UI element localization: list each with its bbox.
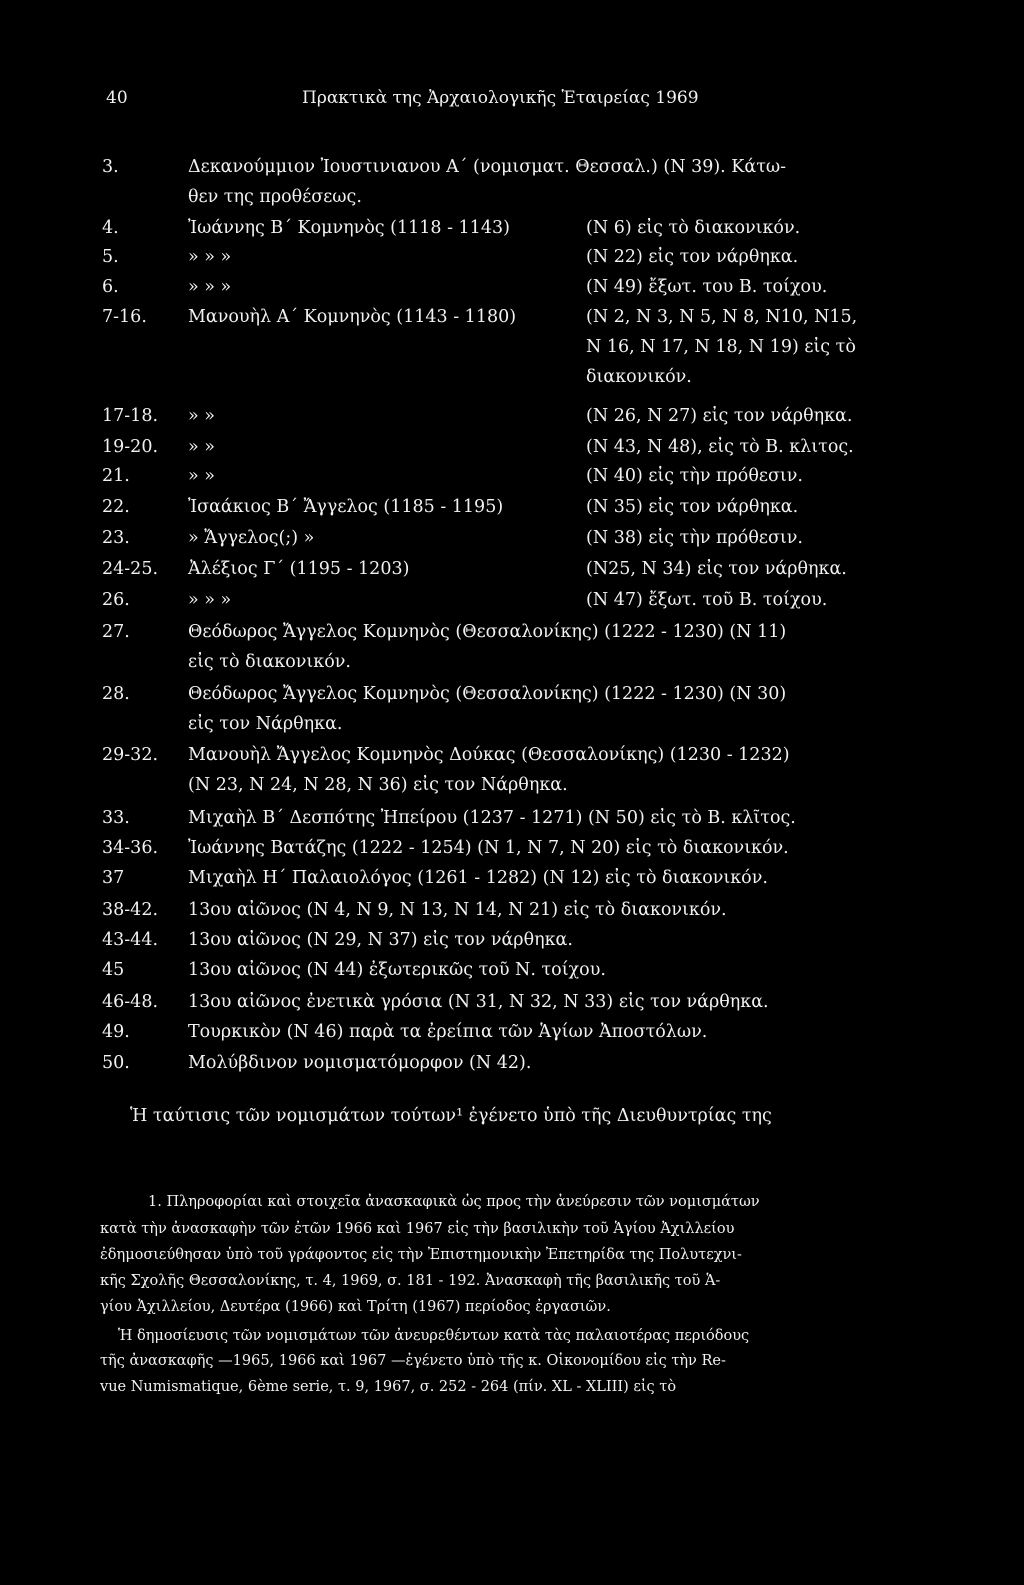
entry-number: 26. — [102, 590, 130, 610]
entry-description: 13ου αἰῶνος (Ν 44) ἐξωτερικῶς τοῦ Ν. τοίχου. — [188, 960, 606, 980]
entry-number: 17-18. — [102, 406, 159, 426]
footnote-line: Ἡ δημοσίευσις τῶν νομισμάτων τῶν ἀνευρεθέντων κατὰ τὰς παλαιοτέρας περιόδους — [118, 1328, 750, 1344]
entry-description: » » » — [188, 590, 232, 610]
entry-location: (Ν25, Ν 34) εἰς τον νάρθηκα. — [586, 559, 847, 579]
running-title: Πρακτικὰ της Ἀρχαιολογικῆς Ἑταιρείας 1969 — [302, 88, 699, 108]
entry-number: 19-20. — [102, 437, 159, 457]
entry-description: Ἰσαάκιος Β΄ Ἄγγελος (1185 - 1195) — [188, 497, 504, 517]
entry-number: 5. — [102, 247, 119, 267]
entry-description: Μολύβδινον νομισματόμορφον (Ν 42). — [188, 1053, 532, 1073]
page-number: 40 — [106, 88, 128, 108]
entry-description: » Ἄγγελος(;) » — [188, 528, 315, 548]
entry-number: 45 — [102, 960, 125, 980]
entry-number: 43-44. — [102, 930, 159, 950]
entry-number: 3. — [102, 157, 119, 177]
entry-description: εἰς τὸ διακονικόν. — [188, 652, 351, 672]
entry-description: » » — [188, 406, 215, 426]
entry-number: 37 — [102, 868, 125, 888]
entry-location: (Ν 22) εἰς τον νάρθηκα. — [586, 247, 799, 267]
entry-location: (Ν 38) εἰς τὴν πρόθεσιν. — [586, 528, 803, 548]
entry-description: Ἀλέξιος Γ΄ (1195 - 1203) — [188, 559, 410, 579]
entry-description: » » — [188, 437, 215, 457]
entry-number: 24-25. — [102, 559, 159, 579]
entry-description: Δεκανούμμιον Ἰουστινιανου Α΄ (νομισματ. Θεσσαλ.) (Ν 39). Κάτω- — [188, 157, 787, 177]
footnote-line: κατὰ τὴν ἀνασκαφὴν τῶν ἐτῶν 1966 καὶ 1967 εἰς τὴν βασιλικὴν τοῦ Ἁγίου Ἀχιλλείου — [100, 1221, 735, 1237]
entry-number: 34-36. — [102, 838, 159, 858]
footnote-line: κῆς Σχολῆς Θεσσαλονίκης, τ. 4, 1969, σ. 181 - 192. Ἀνασκαφὴ τῆς βασιλικῆς τοῦ Ἁ- — [100, 1273, 721, 1289]
entry-description: Θεόδωρος Ἄγγελος Κομνηνὸς (Θεσσαλονίκης) (1222 - 1230) (Ν 11) — [188, 622, 787, 642]
closing-sentence: Ἡ ταύτισις τῶν νομισμάτων τούτων¹ ἐγένετο ὑπὸ τῆς Διευθυντρίας της — [130, 1106, 772, 1126]
entry-number: 7-16. — [102, 307, 147, 327]
entry-location: (Ν 6) εἰς τὸ διακονικόν. — [586, 218, 801, 238]
footnote-line: ἐδημοσιεύθησαν ὑπὸ τοῦ γράφοντος εἰς τὴν Ἐπιστημονικὴν Ἐπετηρίδα της Πολυτεχνι- — [100, 1247, 742, 1263]
entry-location: (Ν 35) εἰς τον νάρθηκα. — [586, 497, 799, 517]
entry-location: διακονικόν. — [586, 367, 692, 387]
entry-description: Ἰωάννης Β΄ Κομνηνὸς (1118 - 1143) — [188, 218, 510, 238]
entry-description: Μανουὴλ Α΄ Κομνηνὸς (1143 - 1180) — [188, 307, 517, 327]
entry-description: Ἰωάννης Βατάζης (1222 - 1254) (Ν 1, Ν 7, Ν 20) εἰς τὸ διακονικόν. — [188, 838, 789, 858]
entry-description: » » » — [188, 277, 232, 297]
entry-number: 28. — [102, 684, 130, 704]
entry-description: 13ου αἰῶνος (Ν 29, Ν 37) εἰς τον νάρθηκα. — [188, 930, 573, 950]
entry-number: 23. — [102, 528, 130, 548]
entry-description: Θεόδωρος Ἄγγελος Κομνηνὸς (Θεσσαλονίκης) (1222 - 1230) (Ν 30) — [188, 684, 787, 704]
entry-number: 50. — [102, 1053, 130, 1073]
footnote-line: vue Numismatique, 6ème serie, τ. 9, 1967, σ. 252 - 264 (πίν. XL - XLIII) εἰς τὸ — [100, 1379, 677, 1395]
entry-location: (Ν 40) εἰς τὴν πρόθεσιν. — [586, 466, 803, 486]
entry-number: 46-48. — [102, 992, 159, 1012]
entry-location: (Ν 43, Ν 48), εἰς τὸ Β. κλιτος. — [586, 437, 854, 457]
entry-number: 38-42. — [102, 900, 159, 920]
entry-description: » » — [188, 466, 215, 486]
entry-location: (Ν 26, Ν 27) εἰς τον νάρθηκα. — [586, 406, 853, 426]
entry-description: Μανουὴλ Ἄγγελος Κομνηνὸς Δούκας (Θεσσαλονίκης) (1230 - 1232) — [188, 745, 790, 765]
entry-number: 33. — [102, 808, 130, 828]
entry-location: (Ν 49) ἔξωτ. του Β. τοίχου. — [586, 277, 828, 297]
footnote-line: τῆς ἀνασκαφῆς —1965, 1966 καὶ 1967 —ἐγένετο ὑπὸ τῆς κ. Οἰκονομίδου εἰς τὴν Re- — [100, 1353, 726, 1369]
entry-description: Μιχαὴλ Β΄ Δεσπότης Ἠπείρου (1237 - 1271) (Ν 50) εἰς τὸ Β. κλῖτος. — [188, 808, 796, 828]
footnote-line: 1. Πληροφορίαι καὶ στοιχεῖα ἀνασκαφικὰ ὡς προς τὴν ἀνεύρεσιν τῶν νομισμάτων — [148, 1194, 760, 1210]
entry-number: 21. — [102, 466, 130, 486]
entry-number: 6. — [102, 277, 119, 297]
entry-number: 4. — [102, 218, 119, 238]
entry-description: Μιχαὴλ Η΄ Παλαιολόγος (1261 - 1282) (Ν 12) εἰς τὸ διακονικόν. — [188, 868, 768, 888]
entry-description: 13ου αἰῶνος ἐνετικὰ γρόσια (Ν 31, Ν 32, Ν 33) εἰς τον νάρθηκα. — [188, 992, 769, 1012]
entry-number: 22. — [102, 497, 130, 517]
entry-description: εἰς τον Νάρθηκα. — [188, 714, 343, 734]
entry-location: (Ν 47) ἔξωτ. τοῦ Β. τοίχου. — [586, 590, 828, 610]
entry-number: 29-32. — [102, 745, 159, 765]
entry-number: 49. — [102, 1022, 130, 1042]
footnote-line: γίου Ἀχιλλείου, Δευτέρα (1966) καὶ Τρίτη (1967) περίοδος ἐργασιῶν. — [100, 1299, 611, 1315]
entry-location: (Ν 2, Ν 3, Ν 5, Ν 8, Ν10, Ν15, — [586, 307, 858, 327]
entry-description: θεν της προθέσεως. — [188, 187, 362, 207]
entry-location: Ν 16, Ν 17, Ν 18, Ν 19) εἰς τὸ — [586, 337, 856, 357]
entry-description: 13ου αἰῶνος (Ν 4, Ν 9, Ν 13, Ν 14, Ν 21) εἰς τὸ διακονικόν. — [188, 900, 727, 920]
entry-description: (Ν 23, Ν 24, Ν 28, Ν 36) εἰς τον Νάρθηκα. — [188, 775, 568, 795]
entry-description: Τουρκικὸν (Ν 46) παρὰ τα ἐρείπια τῶν Ἁγίων Ἀποστόλων. — [188, 1022, 708, 1042]
entry-number: 27. — [102, 622, 130, 642]
entry-description: » » » — [188, 247, 232, 267]
